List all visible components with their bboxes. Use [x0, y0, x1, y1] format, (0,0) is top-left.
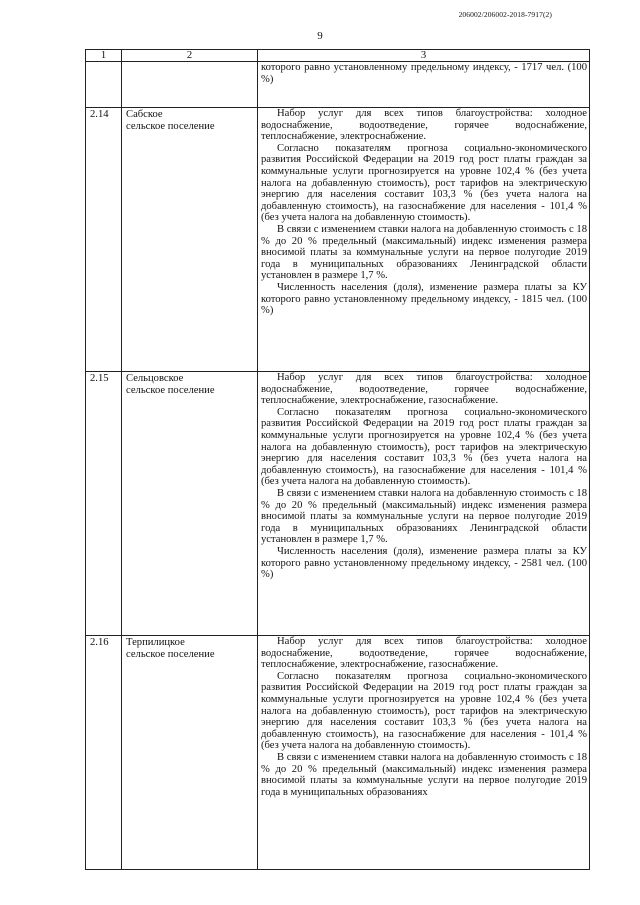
- row-description: [258, 108, 590, 372]
- row-description: [258, 372, 590, 636]
- table-row: [86, 108, 590, 372]
- vat-paragraph: В связи с изменением ставки налога на добавленную стоимость с 18 % до 20 % предельный (максимальный) индекс изменения размера вносимой платы за коммунальные услуги на первое полугодие 2019 года в муниципальных образованиях Ленинградской области установлен в размере 1,7 %.: [261, 223, 587, 282]
- continuation-desc-cell: [258, 62, 590, 108]
- table-row: [86, 636, 590, 870]
- forecast-paragraph: Согласно показателям прогноза социально-экономического развития Российской Федерации на 2019 год рост платы граждан за коммунальные услуги прогнозируется на уровне 102,4 % (без учета налога на добавленную стоимость), рост тарифов на электрическую энергию для населения составит 103,3 % (без учета налога на добавленную стоимость), на газоснабжение для населения - 101,4 % (без учета налога на добавленную стоимость).: [261, 142, 587, 224]
- table-header-row: [86, 50, 590, 62]
- services-paragraph: Набор услуг для всех типов благоустройства: холодное водоснабжение, водоотведение, горячее водоснабжение, теплоснабжение, электроснабжение, газоснабжение.: [261, 636, 587, 671]
- settlement-name: Терпилицкое сельское поселение: [122, 636, 258, 870]
- population-paragraph: Численность населения (доля), изменение размера платы за КУ которого равно установленному предельному индексу, - 2581 чел. (100 %): [261, 545, 587, 581]
- settlement-name: Сельцовское сельское поселение: [122, 372, 258, 636]
- population-paragraph: Численность населения (доля), изменение размера платы за КУ которого равно установленному предельному индексу, - 1815 чел. (100 %): [261, 281, 587, 317]
- column-header-1: 1: [86, 50, 122, 62]
- column-header-3: 3: [258, 50, 590, 62]
- column-header-2: 2: [122, 50, 258, 62]
- continuation-text: которого равно установленному предельному индексу, - 1717 чел. (100 %): [261, 62, 587, 85]
- row-description: [258, 636, 590, 870]
- forecast-paragraph: Согласно показателям прогноза социально-экономического развития Российской Федерации на 2019 год рост платы граждан за коммунальные услуги прогнозируется на уровне 102,4 % (без учета налога на добавленную стоимость), рост тарифов на электрическую энергию для населения составит 103,3 % (без учета налога на добавленную стоимость), на газоснабжение для населения - 101,4 % (без учета налога на добавленную стоимость).: [261, 406, 587, 488]
- data-table: [85, 49, 590, 870]
- settlement-name: Сабское сельское поселение: [122, 108, 258, 372]
- page-number: 9: [317, 30, 323, 42]
- services-paragraph: Набор услуг для всех типов благоустройства: холодное водоснабжение, водоотведение, горячее водоснабжение, теплоснабжение, электроснабжение.: [261, 108, 587, 143]
- table-row-continuation: [86, 62, 590, 108]
- row-number: 2.14: [86, 108, 122, 372]
- table-row: [86, 372, 590, 636]
- continuation-name-cell: [122, 62, 258, 108]
- forecast-paragraph: Согласно показателям прогноза социально-экономического развития Российской Федерации на 2019 год рост платы граждан за коммунальные услуги прогнозируется на уровне 102,4 % (без учета налога на добавленную стоимость), рост тарифов на электрическую энергию для населения составит 103,3 % (без учета налога на добавленную стоимость), на газоснабжение для населения - 101,4 % (без учета налога на добавленную стоимость).: [261, 670, 587, 752]
- vat-paragraph: В связи с изменением ставки налога на добавленную стоимость с 18 % до 20 % предельный (максимальный) индекс изменения размера вносимой платы за коммунальные услуги на первое полугодие 2019 года в муниципальных образованиях Ленинградской области установлен в размере 1,7 %.: [261, 487, 587, 546]
- continuation-num-cell: [86, 62, 122, 108]
- row-number: 2.15: [86, 372, 122, 636]
- vat-paragraph: В связи с изменением ставки налога на добавленную стоимость с 18 % до 20 % предельный (максимальный) индекс изменения размера вносимой платы за коммунальные услуги на первое полугодие 2019 года в муниципальных образованиях: [261, 751, 587, 798]
- document-number: 206002/206002-2018-7917(2): [458, 10, 552, 19]
- services-paragraph: Набор услуг для всех типов благоустройства: холодное водоснабжение, водоотведение, горячее водоснабжение, теплоснабжение, электроснабжение, газоснабжение.: [261, 372, 587, 407]
- row-number: 2.16: [86, 636, 122, 870]
